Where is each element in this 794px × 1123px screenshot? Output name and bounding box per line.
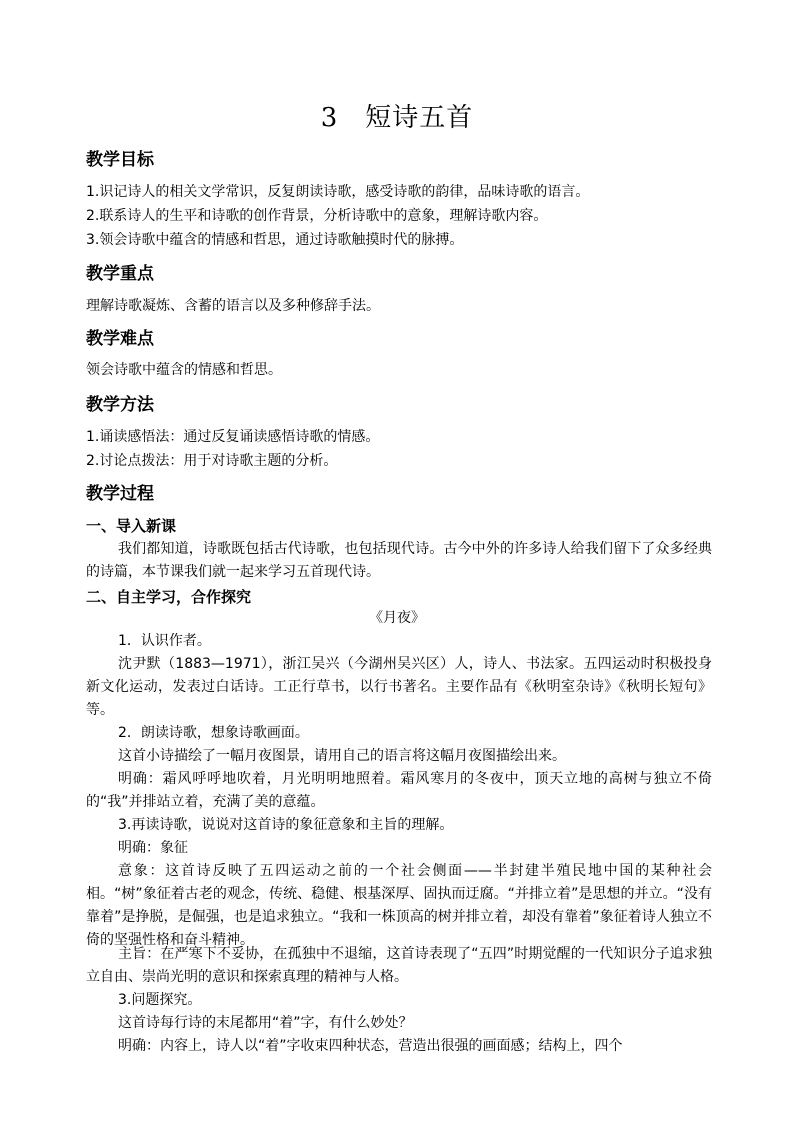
method-item-2: 2.讨论点拨法：用于对诗歌主题的分析。 xyxy=(86,453,338,469)
goal-item-1: 1.识记诗人的相关文学常识，反复朗读诗歌，感受诗歌的韵律，品味诗歌的语言。 xyxy=(86,184,590,200)
page-title: 3 短诗五首 xyxy=(320,103,474,133)
step2-label: 2．朗读诗歌，想象诗歌画面。 xyxy=(118,725,309,741)
question-text: 这首诗每行诗的末尾都用“着”字，有什么妙处？ xyxy=(118,1015,413,1031)
step3-answer: 明确：象征 xyxy=(118,840,188,856)
methods-heading: 教学方法 xyxy=(86,395,154,415)
step4-label: 3.问题探究。 xyxy=(118,992,202,1008)
theme-text: 主旨：在严寒下不妥协，在孤独中不退缩，这首诗表现了“五四”时期觉醒的一代知识分子追求独立自由、崇尚光明的意识和探索真理的精神与人格。 xyxy=(86,946,712,985)
answer-text: 明确：内容上，诗人以“着”字收束四种状态，营造出很强的画面感；结构上，四个 xyxy=(118,1038,623,1054)
part1-title: 一、导入新课 xyxy=(86,517,177,535)
difficulties-heading: 教学难点 xyxy=(86,329,154,349)
goal-item-2: 2.联系诗人的生平和诗歌的创作背景，分析诗歌中的意象，理解诗歌内容。 xyxy=(86,208,548,224)
author-text: 沈尹默（1883—1971），浙江吴兴（今湖州吴兴区）人，诗人、书法家。五四运动时积极投身新文化运动，发表过白话诗。工正行草书，以行书著名。主要作品有《秋明室杂诗》《秋明长短句》等。 xyxy=(86,656,712,718)
part2-title: 二、自主学习，合作探究 xyxy=(86,588,252,606)
goal-item-3: 3.领会诗歌中蕴含的情感和哲思，通过诗歌触摸时代的脉搏。 xyxy=(86,232,464,248)
imagery-text: 意象：这首诗反映了五四运动之前的一个社会侧面——半封建半殖民地中国的某种社会相。“树”象征着古老的观念，传统、稳健、根基深厚、固执而迂腐。“并排立着”是思想的并立。“没有靠着”是挣脱，是倔强，也是追求独立。“我和一株顶高的树并排立着，却没有靠着”象征着诗人独立不倚的坚强性格和奋斗精神。 xyxy=(86,863,712,948)
key-points-text: 理解诗歌凝炼、含蓄的语言以及多种修辞手法。 xyxy=(86,298,380,314)
difficulties-text: 领会诗歌中蕴含的情感和哲思。 xyxy=(86,362,282,378)
step2-text: 这首小诗描绘了一幅月夜图景，请用自己的语言将这幅月夜图描绘出来。 xyxy=(118,748,566,764)
part1-text: 我们都知道，诗歌既包括古代诗歌，也包括现代诗。古今中外的许多诗人给我们留下了众多经典的诗篇，本节课我们就一起来学习五首现代诗。 xyxy=(86,541,712,580)
method-item-1: 1.诵读感悟法：通过反复诵读感悟诗歌的情感。 xyxy=(86,429,380,445)
key-points-heading: 教学重点 xyxy=(86,264,154,284)
process-heading: 教学过程 xyxy=(86,484,154,504)
step2-answer: 明确：霜风呼呼地吹着，月光明明地照着。霜风寒月的冬夜中，顶天立地的高树与独立不倚的“我”并排站立着，充满了美的意蕴。 xyxy=(86,771,712,810)
goals-heading: 教学目标 xyxy=(86,150,154,170)
poem-title: 《月夜》 xyxy=(369,610,425,626)
step1-label: 1．认识作者。 xyxy=(118,633,211,649)
step3-label: 3.再读诗歌，说说对这首诗的象征意象和主旨的理解。 xyxy=(118,817,454,833)
